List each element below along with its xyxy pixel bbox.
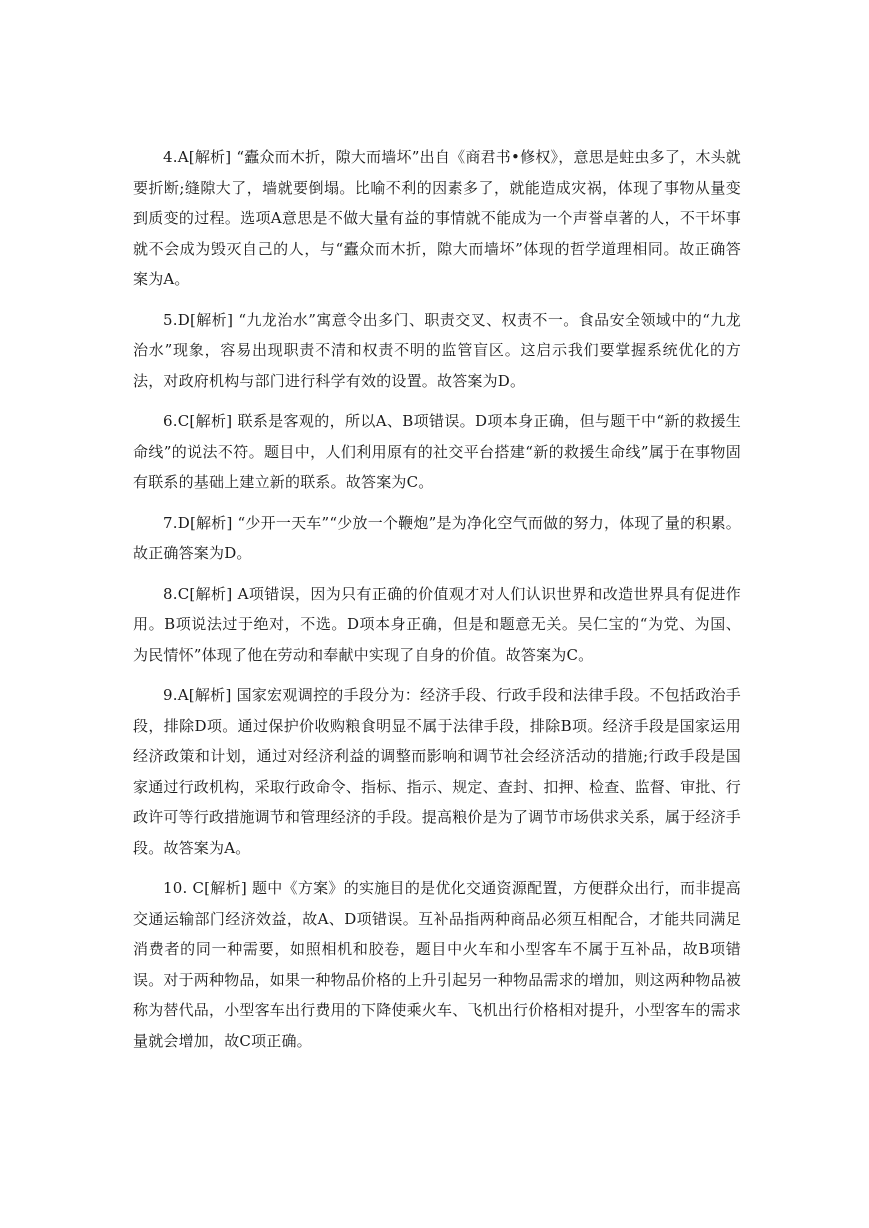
answer-paragraph-5: 5.D[解析] “九龙治水”寓意令出多门、职责交叉、权责不一。食品安全领域中的“九龙治水”现象，容易出现职责不清和权责不明的监管盲区。这启示我们要掌握系统优化的方法，对政府机构与部门进行科学有效的设置。故答案为D。 [133,310,741,390]
answer-paragraph-4: 4.A[解析] “蠹众而木折，隙大而墙坏”出自《商君书•修权》，意思是蛀虫多了，木头就要折断;缝隙大了，墙就要倒塌。比喻不利的因素多了，就能造成灾祸，体现了事物从量变到质变的过程。选项A意思是不做大量有益的事情就不能成为一个声誉卓著的人，不干坏事就不会成为毁灭自己的人，与“蠹众而木折，隙大而墙坏”体现的哲学道理相同。故正确答案为A。 [133,148,741,288]
answer-paragraph-7: 7.D[解析] “少开一天车”“少放一个鞭炮”是为净化空气而做的努力，体现了量的积累。故正确答案为D。 [133,513,741,562]
answer-explanations [133,142,741,1066]
answer-paragraph-6: 6.C[解析] 联系是客观的，所以A、B项错误。D项本身正确，但与题干中“新的救援生命线”的说法不符。题目中，人们利用原有的社交平台搭建“新的救援生命线”属于在事物固有联系的基础上建立新的联系。故答案为C。 [133,412,741,491]
answer-paragraph-10: 10. C[解析] 题中《方案》的实施目的是优化交通资源配置，方便群众出行，而非提高交通运输部门经济效益，故A、D项错误。互补品指两种商品必须互相配合，才能共同满足消费者的同一种需要，如照相机和胶卷，题目中火车和小型客车不属于互补品，故B项错误。对于两种物品，如果一种物品价格的上升引起另一种物品需求的增加，则这两种物品被称为替代品，小型客车出行费用的下降使乘火车、飞机出行价格相对提升，小型客车的需求量就会增加，故C项正确。 [133,879,742,1050]
answer-paragraph-9: 9.A[解析] 国家宏观调控的手段分为：经济手段、行政手段和法律手段。不包括政治手段，排除D项。通过保护价收购粮食明显不属于法律手段，排除B项。经济手段是国家运用经济政策和计划，通过对经济利益的调整而影响和调节社会经济活动的措施;行政手段是国家通过行政机构，采取行政命令、指标、指示、规定、查封、扣押、检查、监督、审批、行政许可等行政措施调节和管理经济的手段。提高粮价是为了调节市场供求关系，属于经济手段。故答案为A。 [133,686,742,857]
answer-paragraph-8: 8.C[解析] A项错误，因为只有正确的价值观才对人们认识世界和改造世界具有促进作用。B项说法过于绝对，不选。D项本身正确，但是和题意无关。吴仁宝的“为党、为国、为民情怀”体现了他在劳动和奉献中实现了自身的价值。故答案为C。 [133,584,741,664]
